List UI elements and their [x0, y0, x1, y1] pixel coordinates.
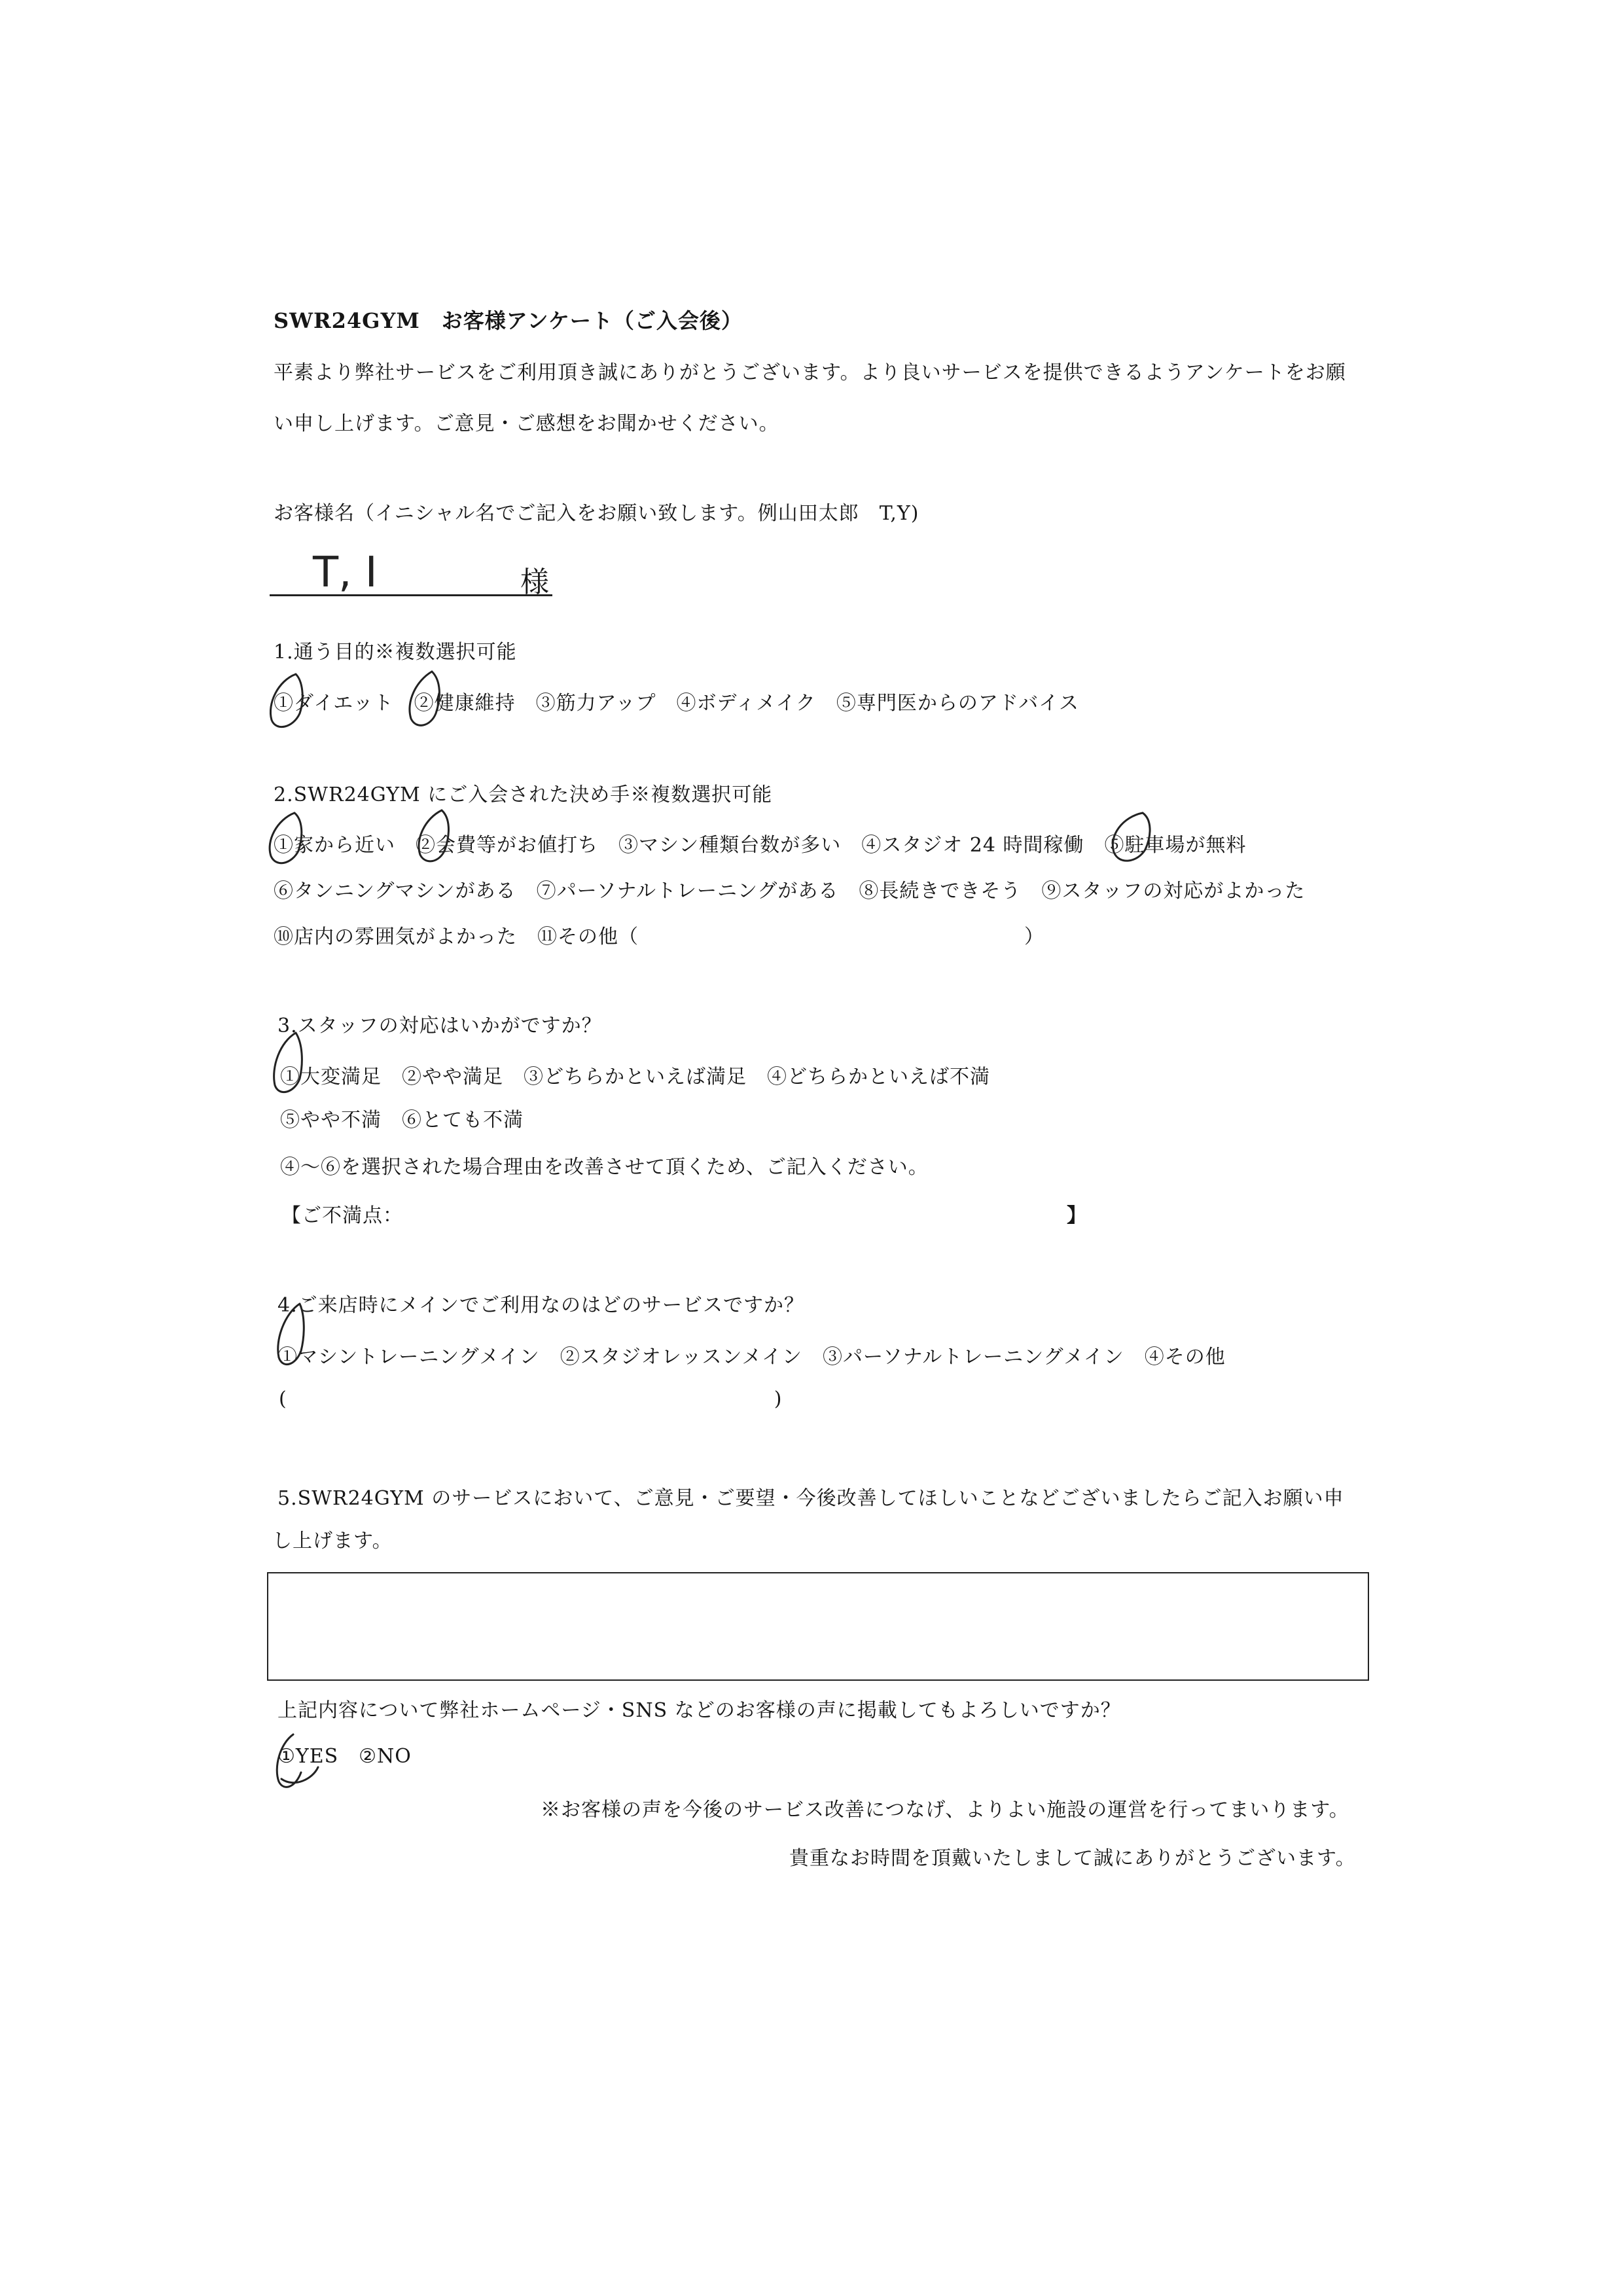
- footer-thanks: 貴重なお時間を頂戴いたしまして誠にありがとうございます。: [789, 1847, 1356, 1870]
- q4-heading: 4.ご来店時にメインでご利用なのはどのサービスですか？: [277, 1294, 805, 1317]
- publish-question: 上記内容について弊社ホームページ・SNS などのお客様の声に掲載してもよろしいですか？: [277, 1699, 1121, 1722]
- footer-note: ※お客様の声を今後のサービス改善につなげ、よりよい施設の運営を行ってまいります。: [541, 1799, 1349, 1821]
- q2-options-line-3[interactable]: ⑩店内の雰囲気がよかった ⑪その他（ ）: [274, 925, 1044, 948]
- q2-heading: 2.SWR24GYM にご入会された決め手※複数選択可能: [274, 783, 773, 806]
- q5-heading-line-2: し上げます。: [272, 1530, 393, 1552]
- q4-options[interactable]: ①マシントレーニングメイン ②スタジオレッスンメイン ③パーソナルトレーニングメイン ④その他: [277, 1346, 1226, 1369]
- intro-line-2: い申し上げます。ご意見・ご感想をお聞かせください。: [274, 412, 779, 435]
- q3-heading: 3.スタッフの対応はいかがですか？: [277, 1014, 602, 1037]
- q4-other-blank[interactable]: ( ): [279, 1388, 783, 1410]
- customer-name-suffix: 様: [520, 565, 550, 599]
- q3-options-line-1[interactable]: ①大変満足 ②やや満足 ③どちらかといえば満足 ④どちらかといえば不満: [280, 1066, 990, 1088]
- survey-title: SWR24GYM お客様アンケート（ご入会後）: [274, 308, 743, 333]
- customer-name-underline: [270, 594, 552, 596]
- intro-line-1: 平素より弊社サービスをご利用頂き誠にありがとうございます。より良いサービスを提供できるようアンケートをお願: [274, 361, 1346, 384]
- q5-heading-line-1: 5.SWR24GYM のサービスにおいて、ご意見・ご要望・今後改善してほしいことなどございましたらご記入お願い申: [277, 1487, 1344, 1510]
- q2-options-line-1[interactable]: ①家から近い ②会費等がお値打ち ③マシン種類台数が多い ④スタジオ 24 時間稼働 ⑤駐車場が無料: [274, 834, 1247, 857]
- q5-response-box[interactable]: [267, 1572, 1369, 1681]
- q2-options-line-2[interactable]: ⑥タンニングマシンがある ⑦パーソナルトレーニングがある ⑧長続きできそう ⑨スタッフの対応がよかった: [274, 880, 1306, 903]
- publish-options[interactable]: ①YES ②NO: [277, 1745, 412, 1768]
- q3-complaint-label: 【ご不満点：: [281, 1204, 403, 1227]
- q3-options-line-2[interactable]: ⑤やや不満 ⑥とても不満: [280, 1109, 524, 1132]
- customer-name-handwritten[interactable]: T, I: [313, 548, 378, 597]
- q3-complaint-close: 】: [1067, 1204, 1087, 1227]
- q1-heading: 1.通う目的※複数選択可能: [274, 641, 517, 664]
- customer-name-label: お客様名（イニシャル名でご記入をお願い致します。例山田太郎 T,Y): [274, 502, 919, 525]
- q3-note: ④～⑥を選択された場合理由を改善させて頂くため、ご記入ください。: [280, 1156, 929, 1179]
- q1-options[interactable]: ①ダイエット ②健康維持 ③筋力アップ ④ボディメイク ⑤専門医からのアドバイス: [274, 692, 1079, 715]
